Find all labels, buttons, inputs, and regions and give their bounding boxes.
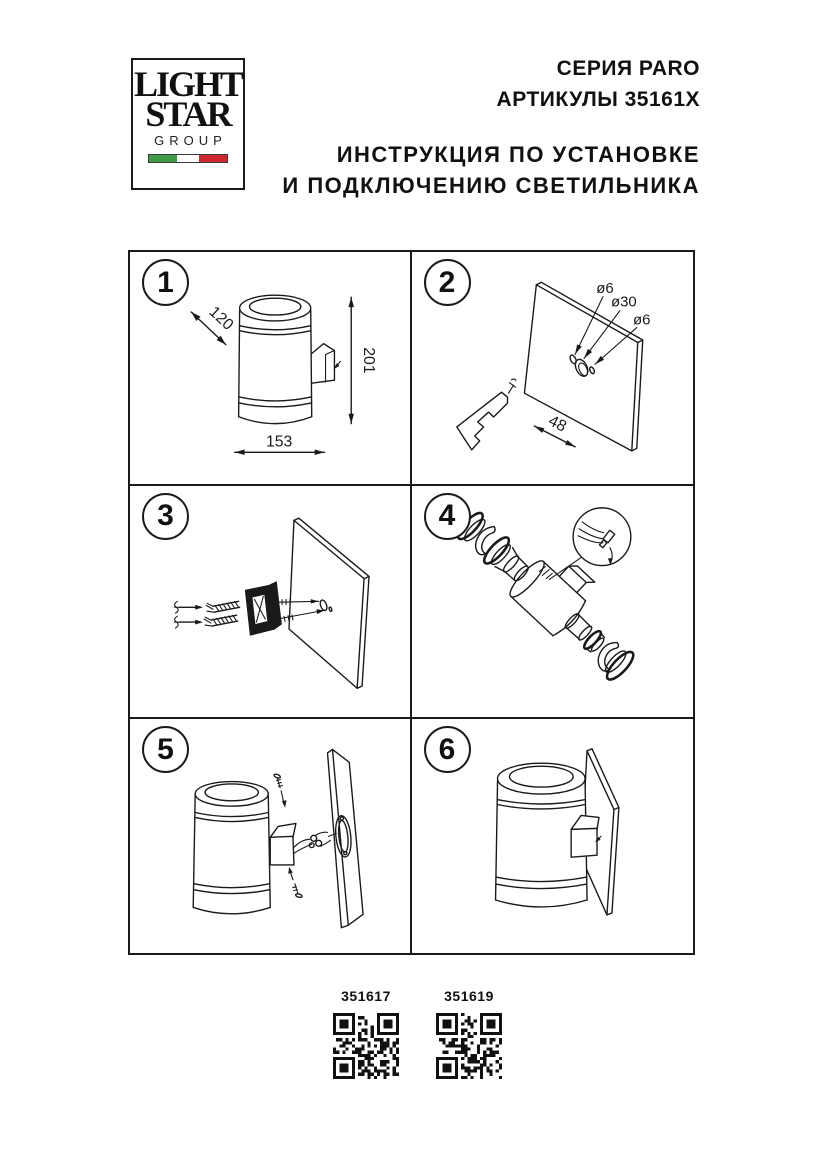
qr-label: 351617 [341, 988, 391, 1004]
lightstar-logo [131, 58, 245, 190]
header [282, 57, 700, 199]
dim-label-width: 153 [265, 433, 293, 451]
logo-word-light: LIGHT [133, 64, 243, 104]
dim-label-diameter: 120 [205, 303, 237, 334]
step-4 [412, 486, 694, 720]
qr-label: 351619 [444, 988, 494, 1004]
step-2-number: 2 [424, 259, 471, 306]
step-5 [130, 719, 412, 953]
step-3-number: 3 [142, 493, 189, 540]
instruction-title-line2: И ПОДКЛЮЧЕНИЮ СВЕТИЛЬНИКА [282, 173, 700, 198]
qr-block-351617 [333, 988, 399, 1079]
italian-flag [148, 154, 228, 163]
instruction-title-line1: ИНСТРУКЦИЯ ПО УСТАНОВКЕ [336, 142, 700, 167]
qr-block-351619 [436, 988, 502, 1079]
step-1-number: 1 [142, 259, 189, 306]
articles-title: АРТИКУЛЫ 35161X [496, 88, 700, 111]
step-1 [130, 252, 412, 486]
step-2 [412, 252, 694, 486]
logo-word-group: GROUP [154, 133, 227, 149]
hole-label-left: ø6 [595, 280, 614, 297]
qr-code [436, 1013, 502, 1079]
dim-label-height: 201 [360, 347, 378, 374]
series-title: СЕРИЯ PARO [556, 57, 700, 80]
hole-label-center: ø30 [610, 294, 637, 311]
step-6-number: 6 [424, 726, 471, 773]
qr-code [333, 1013, 399, 1079]
hole-label-right: ø6 [632, 312, 650, 329]
logo-word-star: STAR [145, 94, 231, 135]
dim-label-offset: 48 [545, 412, 569, 436]
step-6 [412, 719, 694, 953]
steps-grid [128, 250, 695, 955]
step-4-number: 4 [424, 493, 471, 540]
step-5-number: 5 [142, 726, 189, 773]
step-3 [130, 486, 412, 720]
qr-section [333, 988, 502, 1079]
